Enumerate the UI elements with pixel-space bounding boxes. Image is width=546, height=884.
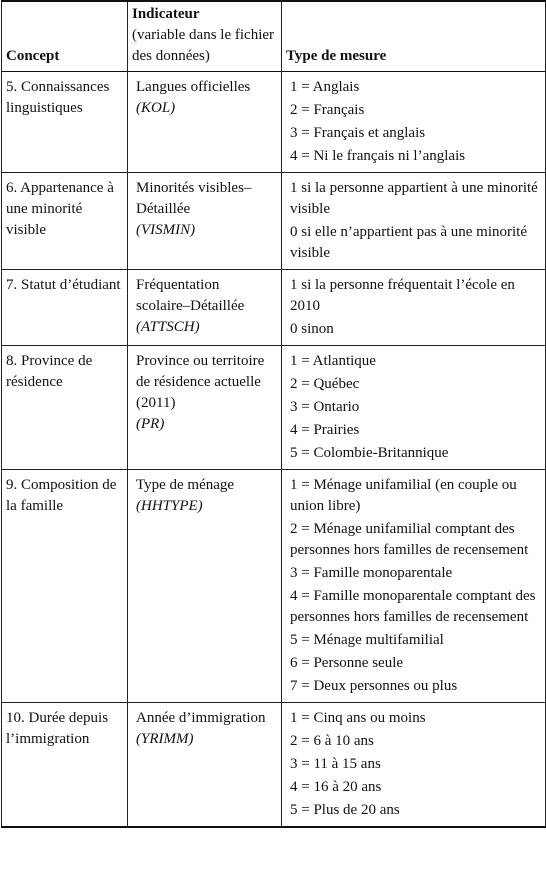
- measure-item: 7 = Deux personnes ou plus: [290, 678, 458, 694]
- indicator-label: Année d’immigration: [136, 710, 266, 726]
- variable-name: (KOL): [136, 100, 176, 116]
- measure-item: 1 = Anglais: [290, 79, 360, 95]
- measure-item: 6 = Personne seule: [290, 655, 404, 671]
- measure-cell: [282, 470, 546, 703]
- indicator-cell: [128, 173, 282, 270]
- indicator-label: Fréquentation scolaire–Détaillée: [136, 277, 245, 314]
- header-indicator-subtitle: (variable dans le fichier des données): [132, 27, 275, 64]
- measure-cell: [282, 346, 546, 470]
- concept-cell: 7. Statut d’étudiant: [2, 270, 128, 346]
- measure-item: 4 = 16 à 20 ans: [290, 779, 382, 795]
- measure-item: 3 = 11 à 15 ans: [290, 756, 381, 772]
- measure-item: 5 = Ménage multifamilial: [290, 632, 444, 648]
- measure-item: 1 = Atlantique: [290, 353, 376, 369]
- indicator-cell: [128, 346, 282, 470]
- indicator-label: Langues officielles: [136, 79, 251, 95]
- measure-item: 4 = Famille monoparentale comptant des personnes hors familles de recensement: [290, 588, 536, 625]
- measure-item: 1 si la personne appartient à une minorité visible: [290, 180, 538, 217]
- measure-cell: [282, 72, 546, 173]
- measure-item: 1 = Ménage unifamilial (en couple ou union libre): [290, 477, 517, 514]
- measure-item: 4 = Prairies: [290, 422, 360, 438]
- table-row: [2, 346, 546, 470]
- measure-item: 5 = Colombie-Britannique: [290, 445, 449, 461]
- indicator-cell: [128, 72, 282, 173]
- table-row: [2, 72, 546, 173]
- measure-item: 2 = Québec: [290, 376, 360, 392]
- measure-item: 0 sinon: [290, 321, 334, 337]
- table-row: [2, 703, 546, 828]
- measure-item: 3 = Français et anglais: [290, 125, 426, 141]
- table-row: [2, 173, 546, 270]
- concept-cell: 6. Appartenance à une minorité visible: [2, 173, 128, 270]
- indicator-cell: [128, 470, 282, 703]
- measure-item: 1 = Cinq ans ou moins: [290, 710, 426, 726]
- measure-item: 2 = Ménage unifamilial comptant des personnes hors familles de recensement: [290, 521, 529, 558]
- measure-item: 3 = Famille monoparentale: [290, 565, 453, 581]
- indicator-label: Type de ménage: [136, 477, 235, 493]
- indicator-cell: [128, 270, 282, 346]
- header-indicator: [128, 1, 282, 72]
- header-concept: Concept: [2, 1, 128, 72]
- measure-cell: [282, 703, 546, 828]
- measure-cell: [282, 270, 546, 346]
- variable-name: (YRIMM): [136, 731, 194, 747]
- header-row: [2, 1, 546, 72]
- variable-name: (PR): [136, 416, 165, 432]
- indicator-cell: [128, 703, 282, 828]
- variable-name: (HHTYPE): [136, 498, 203, 514]
- measure-item: 3 = Ontario: [290, 399, 360, 415]
- concept-cell: 10. Durée depuis l’immigration: [2, 703, 128, 828]
- measure-item: 0 si elle n’appartient pas à une minorité visible: [290, 224, 528, 261]
- indicator-label: Minorités visibles–Détaillée: [136, 180, 252, 217]
- variable-name: (ATTSCH): [136, 319, 200, 335]
- concept-cell: 9. Composition de la famille: [2, 470, 128, 703]
- measure-item: 5 = Plus de 20 ans: [290, 802, 400, 818]
- table-row: [2, 270, 546, 346]
- concept-cell: 5. Connaissances linguistiques: [2, 72, 128, 173]
- variable-name: (VISMIN): [136, 222, 196, 238]
- measure-item: 4 = Ni le français ni l’anglais: [290, 148, 466, 164]
- measure-item: 2 = Français: [290, 102, 365, 118]
- header-measure: Type de mesure: [282, 1, 546, 72]
- measure-item: 1 si la personne fréquentait l’école en 2010: [290, 277, 515, 314]
- measure-cell: [282, 173, 546, 270]
- indicator-label: Province ou territoire de résidence actuelle (2011): [136, 353, 265, 411]
- table-row: [2, 470, 546, 703]
- measure-item: 2 = 6 à 10 ans: [290, 733, 374, 749]
- concept-cell: 8. Province de résidence: [2, 346, 128, 470]
- header-indicator-title: Indicateur: [132, 6, 200, 22]
- variables-table: [1, 0, 546, 828]
